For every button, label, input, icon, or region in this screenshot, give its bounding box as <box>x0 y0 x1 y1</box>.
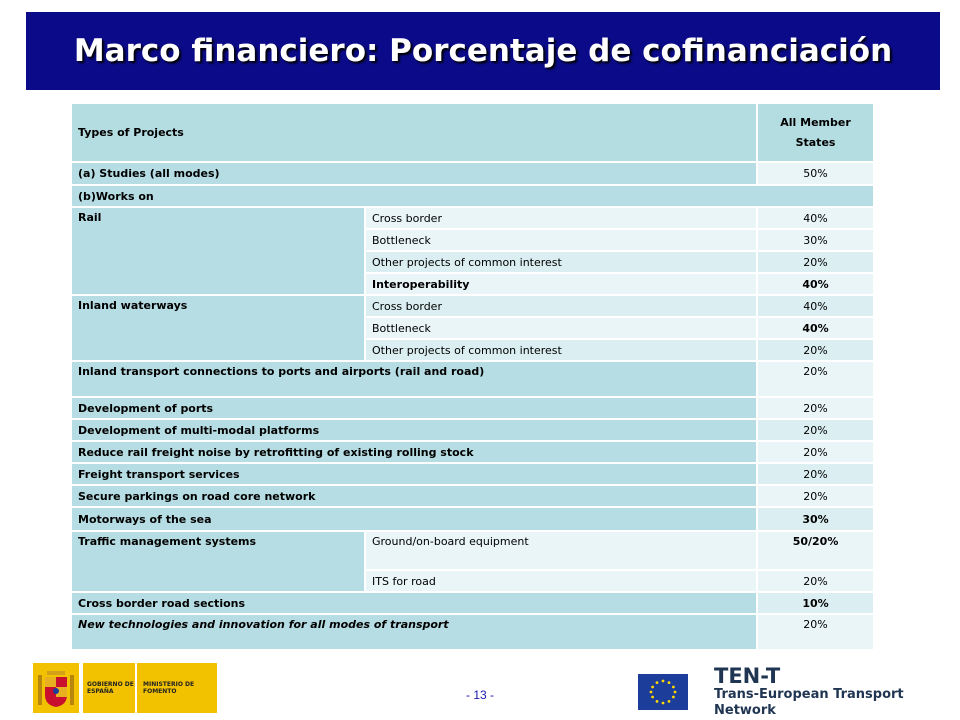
row-value: 40% <box>757 317 874 339</box>
group-label-inland-waterways: Inland waterways <box>71 295 365 361</box>
ten-t-text <box>714 665 950 719</box>
table-row <box>71 185 874 207</box>
table-row <box>71 614 874 650</box>
sub-label: ITS for road <box>365 570 757 592</box>
row-value: 30% <box>757 229 874 251</box>
table-row <box>71 592 874 614</box>
row-value: 20% <box>757 485 874 507</box>
coat-of-arms-icon <box>33 663 79 713</box>
header-all-member-states: All Member States <box>757 103 874 162</box>
row-value: 20% <box>757 251 874 273</box>
sub-label: Cross border <box>365 295 757 317</box>
row-value: 50/20% <box>757 531 874 570</box>
row-value: 20% <box>757 441 874 463</box>
sub-label: Interoperability <box>365 273 757 295</box>
row-value: 20% <box>757 361 874 397</box>
table-row <box>71 441 874 463</box>
row-label: (a) Studies (all modes) <box>71 162 757 185</box>
table-row <box>71 463 874 485</box>
row-label: Motorways of the sea <box>71 507 757 531</box>
header-types-of-projects: Types of Projects <box>71 103 757 162</box>
ten-t-logo <box>638 666 950 718</box>
table-row <box>71 361 874 397</box>
row-value: 20% <box>757 339 874 361</box>
row-value: 20% <box>757 614 874 650</box>
row-label: Secure parkings on road core network <box>71 485 757 507</box>
row-value: 40% <box>757 207 874 229</box>
title-banner <box>26 12 940 90</box>
table-header-row <box>71 103 874 162</box>
ministerio-label: MINISTERIO DE FOMENTO <box>137 663 217 713</box>
row-value: 40% <box>757 273 874 295</box>
row-label: Inland transport connections to ports and airports (rail and road) <box>71 361 757 397</box>
row-value: 20% <box>757 397 874 419</box>
group-label-traffic-management: Traffic management systems <box>71 531 365 592</box>
gobierno-logo <box>33 660 223 716</box>
table-row <box>71 507 874 531</box>
sub-label: Bottleneck <box>365 317 757 339</box>
table-row <box>71 419 874 441</box>
row-value: 10% <box>757 592 874 614</box>
row-value: 30% <box>757 507 874 531</box>
slide-title: Marco financiero: Porcentaje de cofinanciación <box>73 33 893 69</box>
ten-t-subtitle: Trans-European Transport Network <box>714 687 904 718</box>
row-label: New technologies and innovation for all modes of transport <box>71 614 757 650</box>
row-label: Reduce rail freight noise by retrofitting of existing rolling stock <box>71 441 757 463</box>
table-row <box>71 485 874 507</box>
sub-label: Ground/on-board equipment <box>365 531 757 570</box>
sub-label: Bottleneck <box>365 229 757 251</box>
gobierno-label: GOBIERNO DE ESPAÑA <box>83 663 135 713</box>
table-row <box>71 162 874 185</box>
row-value: 20% <box>757 463 874 485</box>
table-row <box>71 397 874 419</box>
row-value: 20% <box>757 419 874 441</box>
eu-flag-icon <box>638 674 688 710</box>
row-label: Cross border road sections <box>71 592 757 614</box>
group-label-rail: Rail <box>71 207 365 295</box>
row-label: Development of multi-modal platforms <box>71 419 757 441</box>
row-value: 50% <box>757 162 874 185</box>
table-row <box>71 531 874 570</box>
sub-label: Other projects of common interest <box>365 251 757 273</box>
table-row <box>71 295 874 317</box>
row-label: Freight transport services <box>71 463 757 485</box>
row-label: (b)Works on <box>71 185 874 207</box>
table-row <box>71 207 874 229</box>
sub-label: Other projects of common interest <box>365 339 757 361</box>
footer <box>0 652 960 720</box>
sub-label: Cross border <box>365 207 757 229</box>
ten-t-title: TEN-T <box>714 664 781 688</box>
cofinancing-table <box>70 102 875 651</box>
row-value: 40% <box>757 295 874 317</box>
row-label: Development of ports <box>71 397 757 419</box>
row-value: 20% <box>757 570 874 592</box>
page-number: - 13 - <box>465 688 495 702</box>
